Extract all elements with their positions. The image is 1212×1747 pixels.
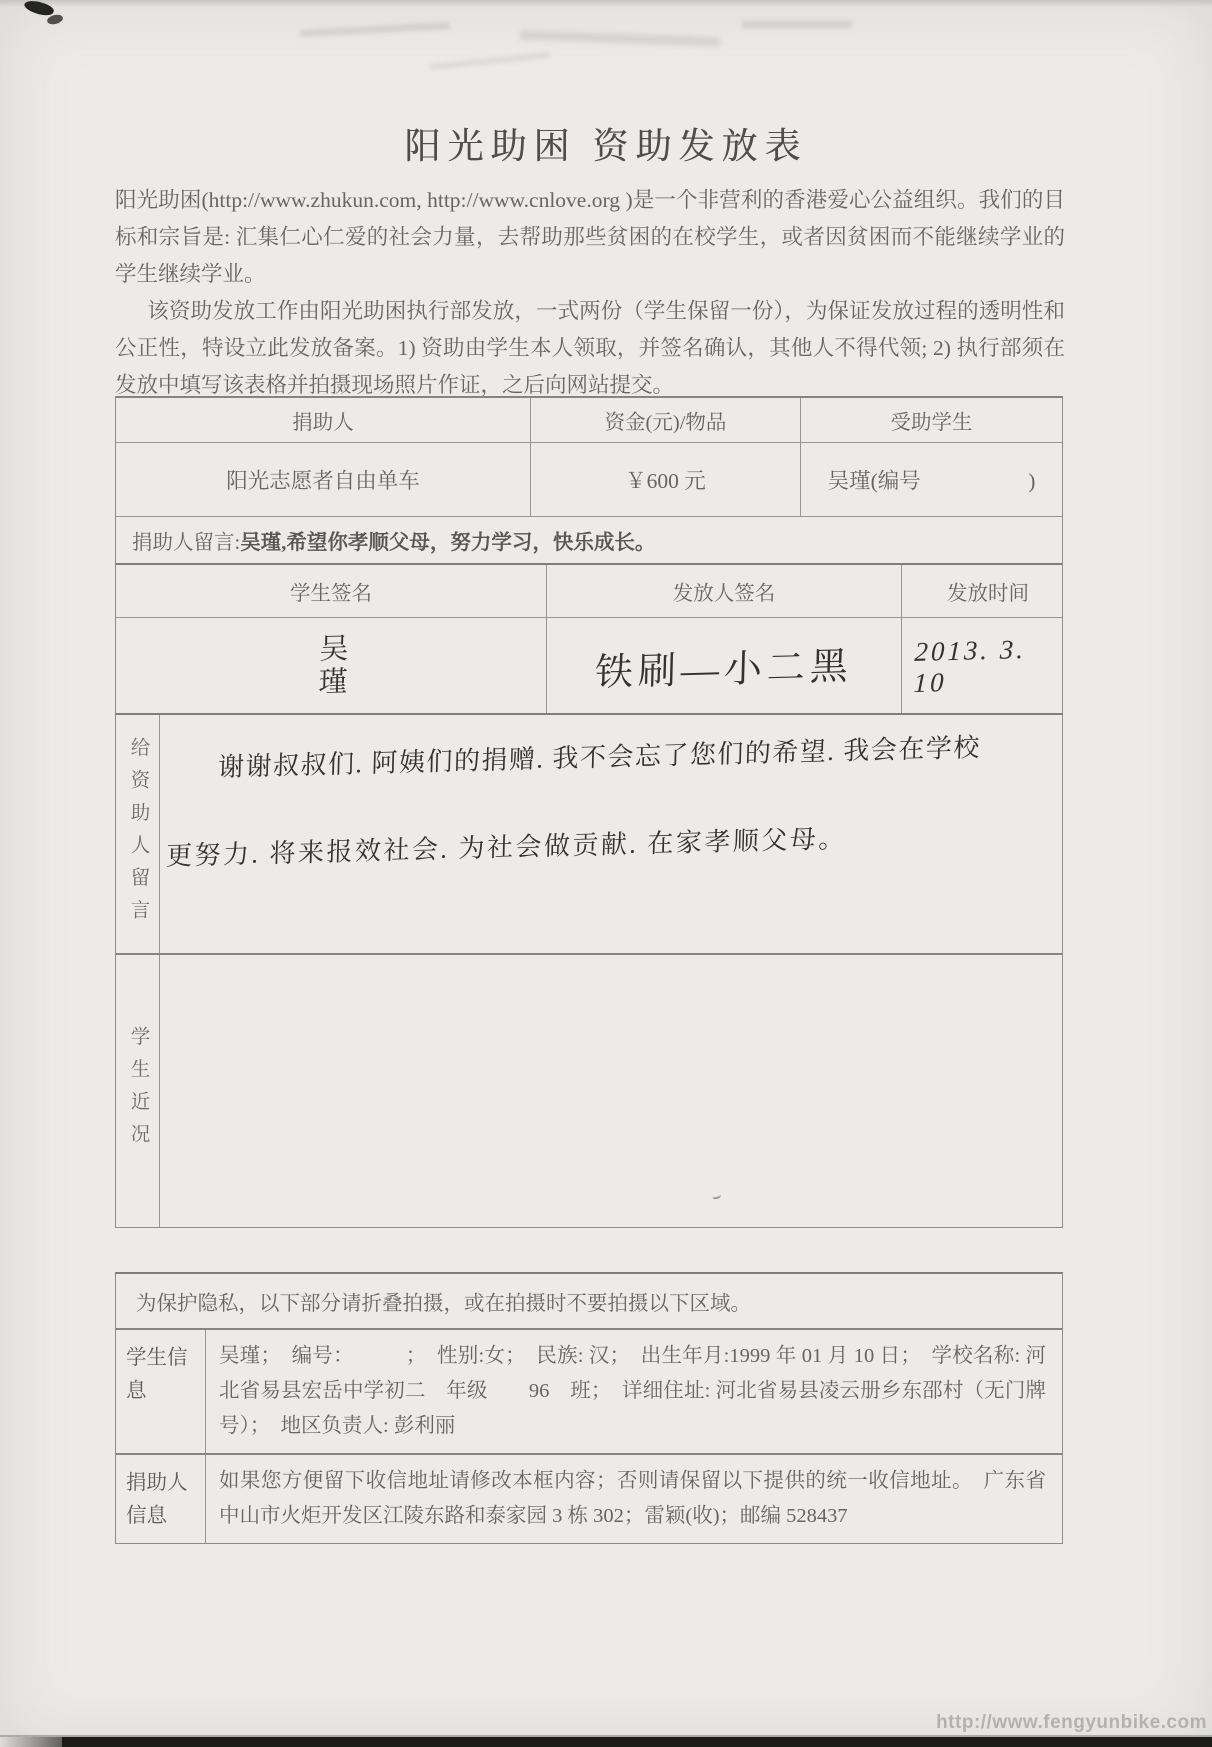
reply-handwriting-line-1: 谢谢叔叔们. 阿姨们的捐赠. 我不会忘了您们的希望. 我会在学校 [217, 733, 982, 783]
grant-table [115, 396, 1063, 714]
reply-status-table [115, 713, 1063, 1228]
student-signature-handwriting: 吴瑾 [313, 632, 348, 699]
donor-message-row [116, 516, 1062, 563]
reply-label-cell [116, 715, 160, 953]
intro-paragraph-1: 阳光助困(http://www.zhukun.com, http://www.cnlove.org )是一个非营利的香港爱心公益组织。我们的目标和宗旨是: 汇集仁心仁爱的社会力量，去帮助那些贫困的在校学生，或者因贫困而不能继续学业的学生继续学业。 [115, 188, 1065, 286]
stray-pen-mark [711, 1192, 721, 1200]
donor-info-label: 捐助人信息 [116, 1455, 206, 1543]
reply-handwriting-line-2: 更努力. 将来报效社会. 为社会做贡献. 在家孝顺父母。 [165, 824, 848, 871]
issuer-signature-handwriting: 铁刷—小二黑 [594, 645, 854, 695]
donor-info-row [116, 1453, 1062, 1543]
student-signature-cell [116, 618, 546, 713]
scan-smudge [300, 22, 450, 37]
donor-message-label: 捐助人留言: [132, 532, 241, 554]
scan-top-edge-shadow [0, 0, 1212, 7]
grant-data-row [116, 442, 1062, 516]
status-content-area [160, 955, 1062, 1227]
header-donor: 捐助人 [292, 412, 354, 434]
intro-paragraph-2: 该资助发放工作由阳光助困执行部发放，一式两份（学生保留一份），为保证发放过程的透明性和公正性，特设立此发放备案。1) 资助由学生本人领取，并签名确认，其他人不得代领; 2) 执行部须在发放中填写该表格并拍摄现场照片作证，之后向网站提交。 [115, 299, 1065, 397]
donor-info-value: 如果您方便留下收信地址请修改本框内容；否则请保留以下提供的统一收信地址。 广东省中山市火炬开发区江陵东路和泰家园 3 栋 302；雷颖(收)；邮编 528437 [219, 1470, 1046, 1527]
scan-bottom-bar [62, 1737, 1212, 1747]
status-label-cell [116, 955, 160, 1227]
privacy-table [115, 1272, 1063, 1544]
header-issue-time: 发放时间 [901, 565, 1062, 617]
signature-header-row [116, 563, 1062, 617]
donor-message-text: 吴瑾,希望你孝顺父母，努力学习，快乐成长。 [240, 532, 656, 554]
privacy-notice-row: 为保护隐私，以下部分请折叠拍摄，或在拍摄时不要拍摄以下区域。 [116, 1274, 1062, 1330]
donor-value: 阳光志愿者自由单车 [226, 469, 420, 493]
header-issuer-signature: 发放人签名 [546, 565, 901, 617]
student-info-label: 学生信息 [116, 1330, 206, 1453]
scan-smudge [430, 52, 550, 71]
grant-header-row [116, 398, 1062, 442]
student-status-row [116, 953, 1062, 1227]
form-title: 阳光助困 资助发放表 [404, 126, 808, 166]
student-value: 吴瑾(编号 ) [800, 443, 1062, 516]
intro-text [115, 182, 1065, 404]
site-watermark: http://www.fengyunbike.com [936, 1712, 1207, 1733]
header-student: 受助学生 [800, 398, 1062, 442]
reply-label: 给资助人留言 [127, 736, 149, 932]
amount-value: ￥600 元 [530, 443, 800, 516]
student-info-value: 吴瑾； 编号： ； 性别:女； 民族: 汉； 出生年月:1999 年 01 月 10 日； 学校名称: 河北省易县宏岳中学初二 年级 96 班； 详细住址: 河北省易县凌云册乡东邵村（无门牌号）； 地区负责人: 彭利丽 [219, 1345, 1046, 1437]
scan-bottom-bar-fade [0, 1737, 62, 1747]
issue-date-cell [901, 618, 1062, 713]
header-student-signature: 学生签名 [290, 583, 372, 605]
issuer-signature-cell [546, 618, 901, 713]
scan-smudge [742, 21, 852, 28]
student-info-row [116, 1330, 1062, 1453]
signature-row [116, 617, 1062, 713]
reply-to-donor-row [116, 715, 1062, 953]
scan-smudge [520, 31, 720, 47]
issue-date-handwriting: 2013. 3. 10 [913, 633, 1027, 698]
header-amount: 资金(元)/物品 [530, 398, 800, 442]
reply-content-area [160, 715, 1062, 953]
status-label: 学生近况 [127, 1026, 149, 1156]
